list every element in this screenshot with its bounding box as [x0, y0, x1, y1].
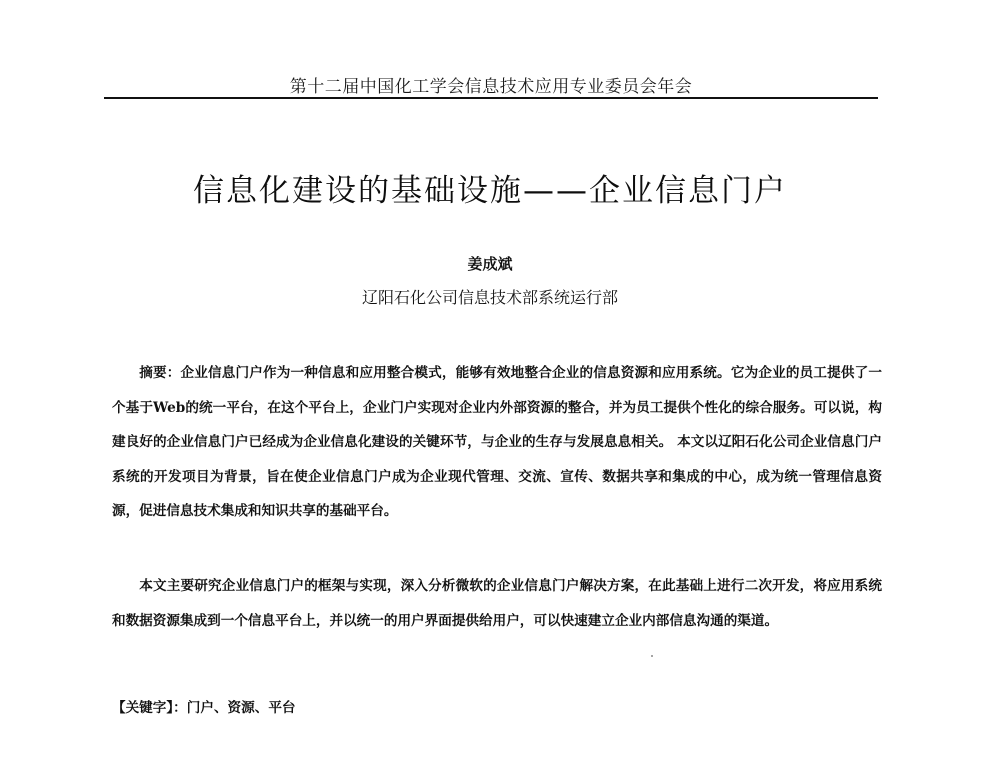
abstract-label: 摘要： — [139, 365, 181, 381]
paper-title: 信息化建设的基础设施——企业信息门户 — [193, 173, 787, 209]
keywords-label: 【关键字】： — [112, 700, 187, 716]
abstract-text: 企业信息门户作为一种信息和应用整合模式，能够有效地整合企业的信息资源和应用系统。它为企业的员工提供了一个基于Web的统一平台，在这个平台上，企业门户实现对企业内外部资源的整合，并为员工提供个性化的综合服务。可以说，构建良好的企业信息门户已经成为企业信息化建设的关键环节，与企业的生存与发展息息相关。 本文以辽阳石化公司企业信息门户系统的开发项目为背景，旨在使企业信息门户成为企业现代管理、交流、宣传、数据共享和集成的中心，成为统一管理信息资源，促进信息技术集成和知识共享的基础平台。 — [112, 365, 883, 519]
author-name: 姜成斌 — [467, 255, 513, 273]
running-header: 第十二届中国化工学会信息技术应用专业委员会年会 — [289, 77, 693, 97]
author-affiliation: 辽阳石化公司信息技术部系统运行部 — [361, 288, 618, 307]
abstract — [112, 356, 882, 529]
body-paragraph: 本文主要研究企业信息门户的框架与实现，深入分析微软的企业信息门户解决方案，在此基础上进行二次开发，将应用系统和数据资源集成到一个信息平台上，并以统一的用户界面提供给用户，可以快速建立企业内部信息沟通的渠道。 — [112, 578, 882, 629]
keywords — [112, 693, 882, 723]
header-rule — [104, 97, 878, 99]
scan-speck — [651, 655, 653, 657]
keywords-text: 门户、资源、平台 — [186, 700, 296, 716]
